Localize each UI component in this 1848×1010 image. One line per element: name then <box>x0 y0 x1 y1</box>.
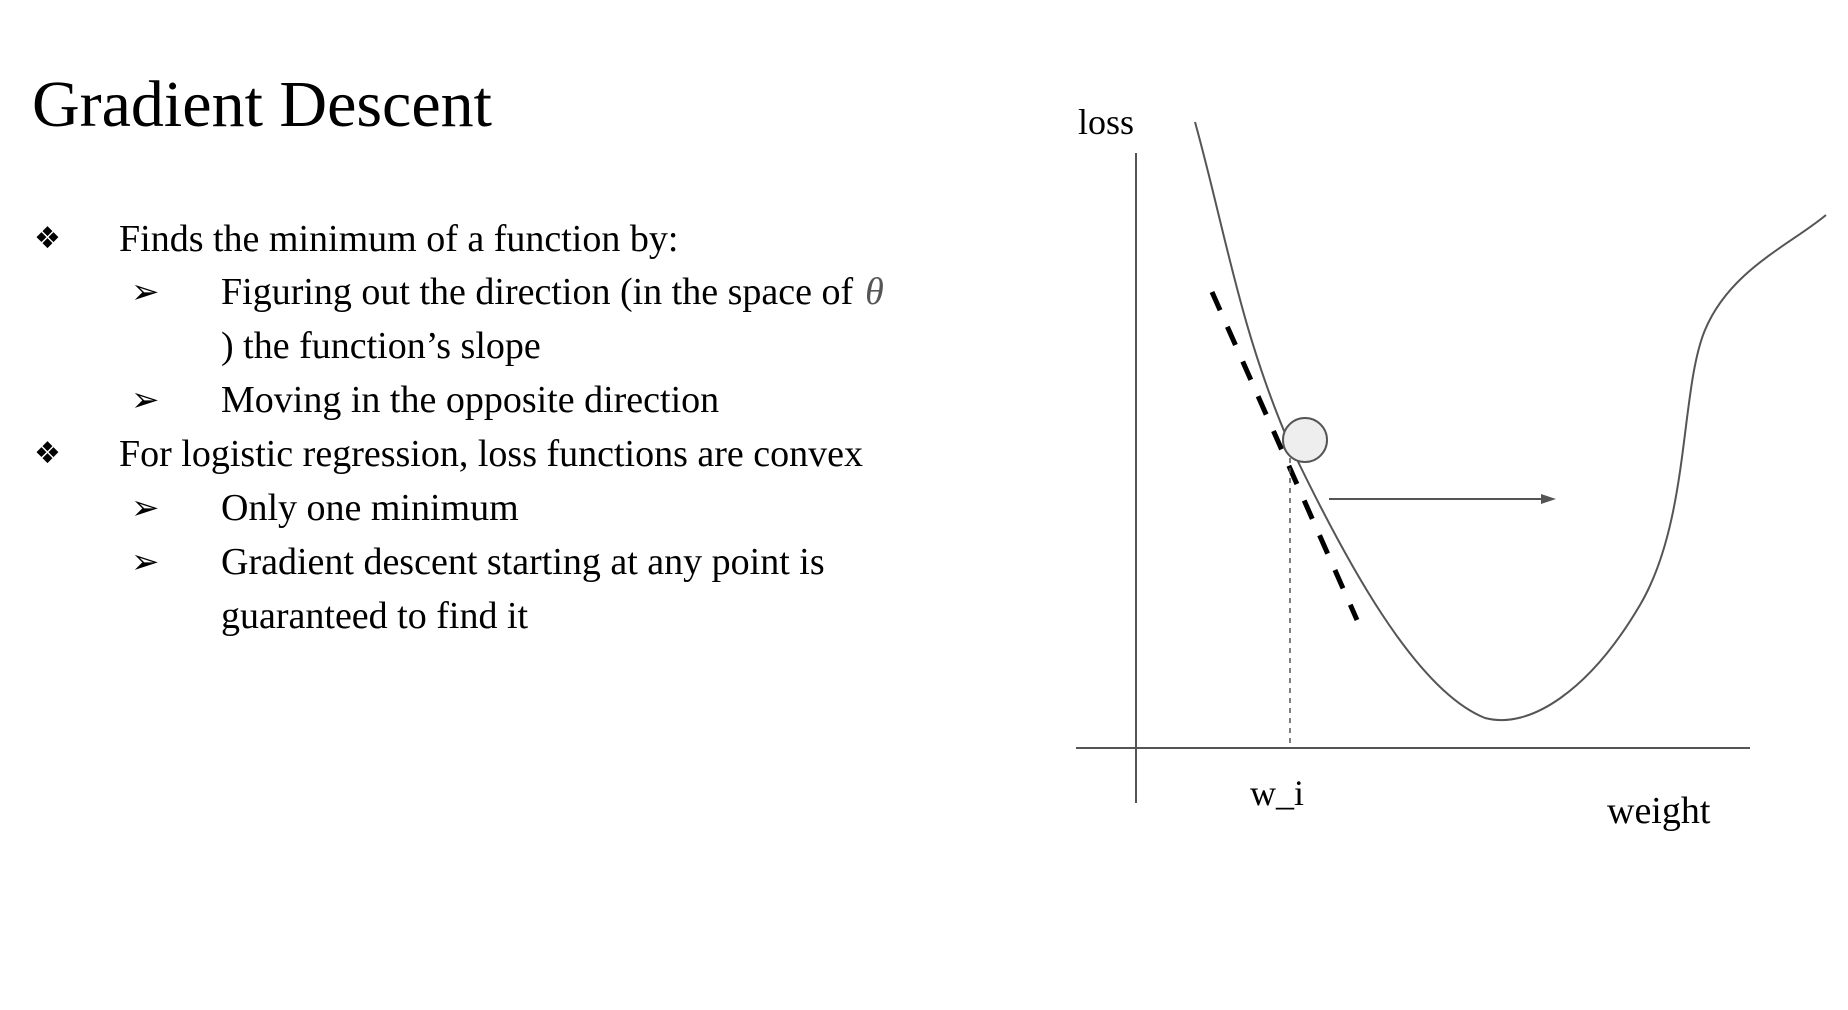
arrow-bullet-icon: ➢ <box>131 488 160 528</box>
ball-icon <box>1283 418 1327 462</box>
arrow-bullet-icon: ➢ <box>131 272 160 312</box>
subbullet-text: Only one minimum <box>221 487 519 529</box>
arrow-bullet-icon: ➢ <box>131 380 160 420</box>
theta-symbol: θ <box>865 271 884 313</box>
x-axis-label: weight <box>1607 790 1711 832</box>
y-axis-label: loss <box>1078 102 1135 142</box>
tangent-line <box>1212 292 1357 620</box>
bullet-text: Finds the minimum of a function by: <box>119 218 679 260</box>
w-i-label: w_i <box>1250 773 1304 813</box>
arrow-bullet-icon: ➢ <box>131 542 160 582</box>
subbullet-text: Moving in the opposite direction <box>221 379 720 421</box>
subbullet-text-continuation: ) the function’s slope <box>221 325 541 367</box>
arrow-head-icon <box>1541 494 1556 504</box>
subbullet-text-line1: Figuring out the direction (in the space of <box>221 271 854 313</box>
bullet-text: For logistic regression, loss functions are convex <box>119 433 864 475</box>
subbullet-text-continuation: guaranteed to find it <box>221 595 529 637</box>
subbullet-text: Gradient descent starting at any point is <box>221 541 825 583</box>
slide-title: Gradient Descent <box>32 68 492 141</box>
diamond-bullet-icon: ❖ <box>34 436 61 471</box>
diamond-bullet-icon: ❖ <box>34 221 61 256</box>
